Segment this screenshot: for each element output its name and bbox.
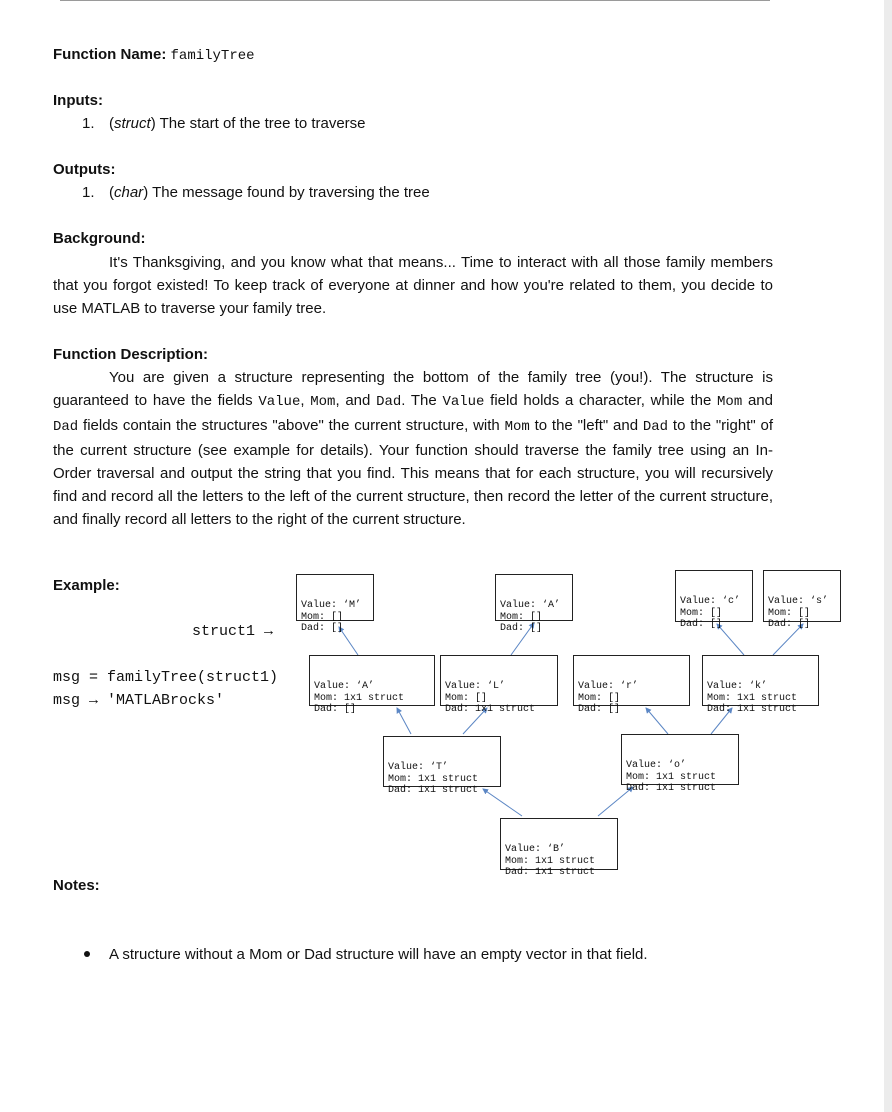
- background-heading: Background:: [53, 230, 146, 247]
- list-number: 1.: [82, 184, 95, 201]
- tree-node-M: Value: ‘M’ Mom: [] Dad: []: [296, 574, 374, 621]
- example-heading: Example:: [53, 577, 120, 594]
- bullet-icon: [84, 951, 90, 957]
- tree-node-T: Value: ‘T’ Mom: 1x1 struct Dad: 1x1 struct: [383, 736, 501, 787]
- result-line: msg → 'MATLABrocks': [53, 692, 225, 709]
- output-type: char: [114, 184, 144, 201]
- description-heading: Function Description:: [53, 346, 208, 363]
- outputs-heading: Outputs:: [53, 161, 116, 178]
- code-mom: Mom: [504, 419, 530, 435]
- list-number: 1.: [82, 115, 95, 132]
- tree-node-k: Value: ‘k’ Mom: 1x1 struct Dad: 1x1 struct: [702, 655, 819, 706]
- notes-heading: Notes:: [53, 877, 100, 894]
- tree-node-s: Value: ‘s’ Mom: [] Dad: []: [763, 570, 841, 622]
- input-text: The start of the tree to traverse: [155, 115, 366, 132]
- background-paragraph: It's Thanksgiving, and you know what that means... Time to interact with all those family members that you forgot existed! To keep track of everyone at dinner and how you're related to them, you decide to use MATLAB to traverse your family tree.: [53, 254, 773, 317]
- inputs-heading: Inputs:: [53, 92, 103, 109]
- output-text: The message found by traversing the tree: [148, 184, 430, 201]
- tree-node-c: Value: ‘c’ Mom: [] Dad: []: [675, 570, 753, 622]
- note-item: A structure without a Mom or Dad structure will have an empty vector in that field.: [109, 946, 648, 963]
- tree-node-o: Value: ‘o’ Mom: 1x1 struct Dad: 1x1 struct: [621, 734, 739, 785]
- code-dad: Dad: [376, 394, 402, 410]
- code-mom: Mom: [717, 394, 743, 410]
- code-value: Value: [442, 394, 485, 410]
- code-mom: Mom: [310, 394, 336, 410]
- code-dad: Dad: [642, 419, 669, 435]
- call-line: msg = familyTree(struct1): [53, 669, 279, 686]
- function-name: familyTree: [170, 48, 255, 64]
- input-type: struct: [114, 115, 151, 132]
- code-dad: Dad: [53, 419, 79, 435]
- input-item: 1. (struct) The start of the tree to traverse: [82, 115, 366, 132]
- tree-node-A-top: Value: ‘A’ Mom: [] Dad: []: [495, 574, 573, 621]
- tree-node-B: Value: ‘B’ Mom: 1x1 struct Dad: 1x1 struct: [500, 818, 618, 870]
- tree-node-L: Value: ‘L’ Mom: [] Dad: 1x1 struct: [440, 655, 558, 706]
- function-name-label: Function Name:: [53, 46, 167, 63]
- tree-node-A-mid: Value: ‘A’ Mom: 1x1 struct Dad: []: [309, 655, 435, 706]
- code-value: Value: [258, 394, 301, 410]
- output-item: 1. (char) The message found by traversing the tree: [82, 184, 430, 201]
- struct-label: struct1 →: [192, 623, 274, 640]
- tree-node-r: Value: ‘r’ Mom: [] Dad: []: [573, 655, 690, 706]
- description-paragraph: You are given a structure representing the bottom of the family tree (you!). The structure is guaranteed to have the fields Value, Mom, and Dad. The Value field holds a character, while the Mom and Dad fields contain the structures "above" the current structure, with Mom to the "left" and Dad to the "right" of the current structure (see example for details). Your function should traverse the family tree using an In-Order traversal and output the string that you find. This means that for each structure, you will recursively find and record all the letters to the left of the current structure, then record the letter of the current structure, and finally record all letters to the right of the current structure.: [53, 369, 774, 528]
